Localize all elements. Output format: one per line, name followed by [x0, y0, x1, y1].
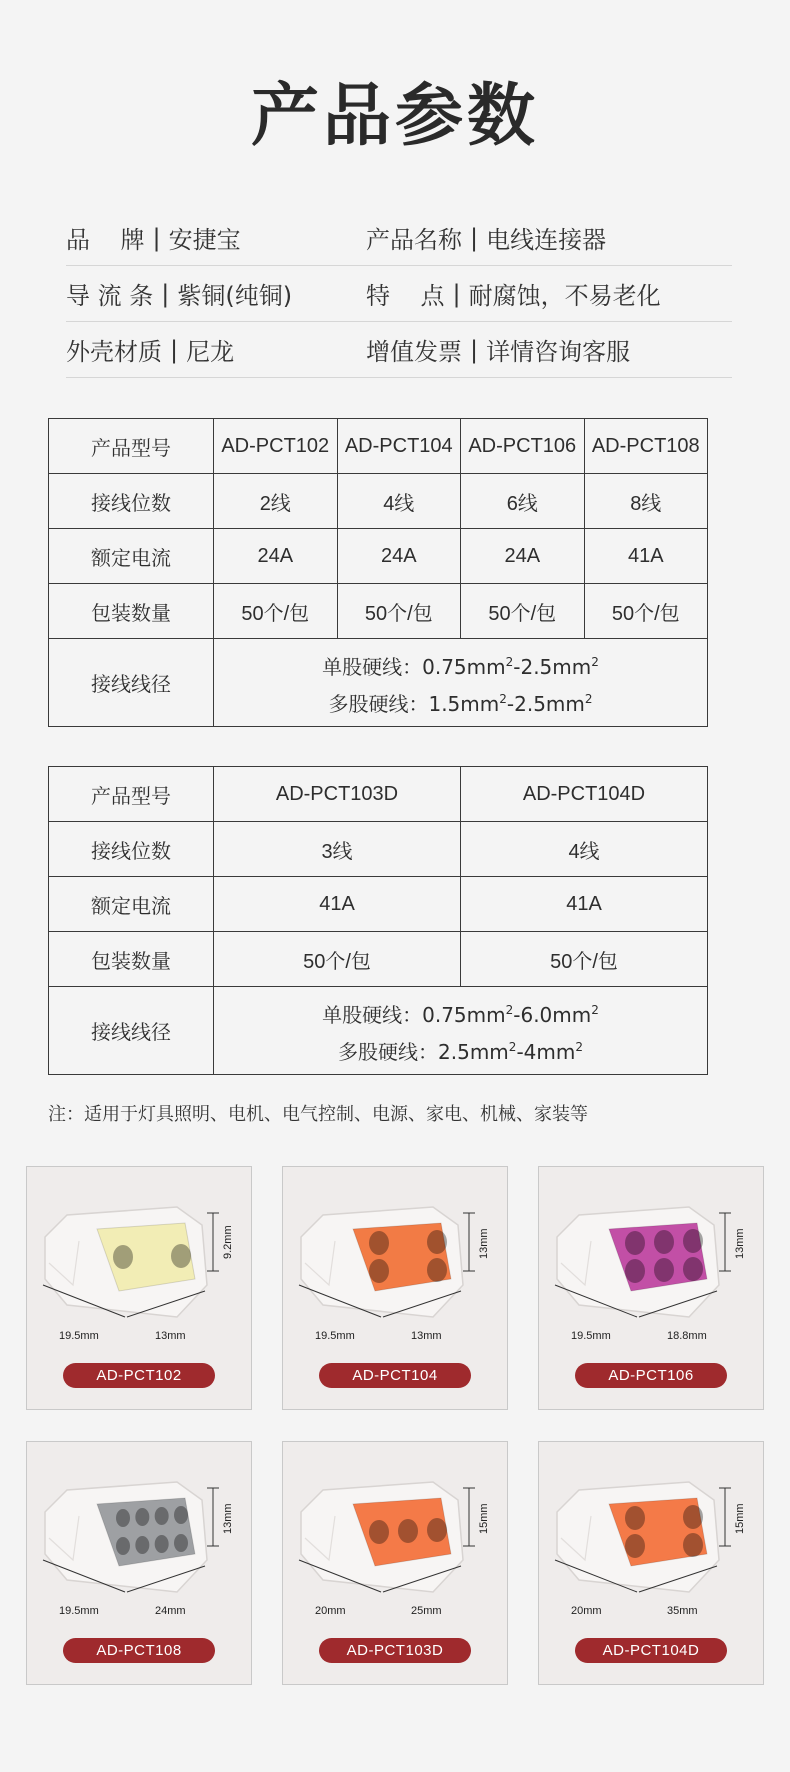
spec-key: 产品名称: [366, 226, 462, 254]
table-row: [49, 419, 708, 474]
product-card: [26, 1166, 252, 1410]
spec-table-2: [48, 766, 708, 1075]
row-label: 额定电流: [49, 877, 214, 932]
spec-separator: |: [170, 335, 179, 364]
wire-hole: [654, 1230, 674, 1254]
wire-gauge-cell: [214, 987, 708, 1075]
dim-label-width: 25mm: [411, 1605, 442, 1617]
wire-hole: [135, 1536, 149, 1554]
product-model-label: AD-PCT102: [63, 1363, 215, 1388]
wires-cell: 4线: [337, 474, 461, 529]
dim-label-width: 13mm: [411, 1330, 442, 1342]
wire-hole: [683, 1533, 703, 1557]
product-card: [26, 1441, 252, 1685]
wire-hole: [369, 1259, 389, 1283]
dim-label-height: 13mm: [734, 1228, 746, 1259]
wire-hole: [174, 1534, 188, 1552]
row-label: 接线线径: [49, 639, 214, 727]
product-model-label: AD-PCT104: [319, 1363, 471, 1388]
wire-hole: [427, 1230, 447, 1254]
row-label: 接线位数: [49, 822, 214, 877]
spec-row: [66, 322, 732, 378]
table-row: [49, 932, 708, 987]
row-label: 额定电流: [49, 529, 214, 584]
spec-value: 紫铜(纯铜): [177, 282, 293, 310]
spec-key: 导 流 条: [66, 282, 154, 310]
row-label: 包装数量: [49, 932, 214, 987]
dim-label-length: 19.5mm: [571, 1330, 611, 1342]
wires-cell: 2线: [214, 474, 338, 529]
dim-label-width: 13mm: [155, 1330, 186, 1342]
solid-wire-spec: 单股硬线：$0.75mm^2-6.0mm^2$: [322, 1002, 599, 1027]
current-cell: 41A: [584, 529, 708, 584]
product-model-label: AD-PCT104D: [575, 1638, 727, 1663]
wire-hole: [625, 1534, 645, 1558]
model-cell: AD-PCT102: [214, 419, 338, 474]
wire-hole: [116, 1537, 130, 1555]
spec-cell: [366, 266, 732, 321]
spec-separator: |: [470, 223, 479, 252]
page-title: 产品参数: [250, 77, 539, 156]
connector-illustration: [283, 1167, 509, 1357]
spec-table-1: [48, 418, 708, 727]
current-cell: 24A: [337, 529, 461, 584]
model-cell: AD-PCT104D: [461, 767, 708, 822]
spec-value: 安捷宝: [168, 226, 241, 254]
spec-value: 耐腐蚀，不易老化: [468, 282, 661, 310]
wire-hole: [683, 1505, 703, 1529]
product-card: [282, 1166, 508, 1410]
dim-label-length: 20mm: [571, 1605, 602, 1617]
table-row: [49, 584, 708, 639]
row-label: 包装数量: [49, 584, 214, 639]
model-cell: AD-PCT103D: [214, 767, 461, 822]
stranded-wire-spec: 多股硬线：$2.5mm^2-4mm^2$: [338, 1039, 583, 1064]
table-row: [49, 474, 708, 529]
wire-hole: [427, 1518, 447, 1542]
wire-hole: [683, 1229, 703, 1253]
spec-separator: |: [161, 279, 170, 308]
wire-hole: [683, 1257, 703, 1281]
wire-hole: [174, 1506, 188, 1524]
package-cell: 50个/包: [584, 584, 708, 639]
table-row: [49, 822, 708, 877]
dim-label-width: 24mm: [155, 1605, 186, 1617]
wire-hole: [654, 1258, 674, 1282]
product-card: [538, 1441, 764, 1685]
wire-hole: [427, 1258, 447, 1282]
wires-cell: 4线: [461, 822, 708, 877]
spec-cell: [66, 266, 366, 321]
package-cell: 50个/包: [337, 584, 461, 639]
spec-value: 详情咨询客服: [486, 338, 631, 366]
product-model-label: AD-PCT103D: [319, 1638, 471, 1663]
product-model-label: AD-PCT108: [63, 1638, 215, 1663]
dim-label-height: 9.2mm: [222, 1225, 234, 1259]
wire-hole: [135, 1508, 149, 1526]
spec-row: [66, 210, 732, 266]
spec-value: 尼龙: [186, 338, 235, 366]
dim-label-height: 15mm: [478, 1503, 490, 1534]
model-cell: AD-PCT108: [584, 419, 708, 474]
current-cell: 41A: [214, 877, 461, 932]
dim-label-width: 35mm: [667, 1605, 698, 1617]
dim-label-length: 20mm: [315, 1605, 346, 1617]
package-cell: 50个/包: [214, 584, 338, 639]
wires-cell: 8线: [584, 474, 708, 529]
table-row: [49, 877, 708, 932]
spec-separator: |: [470, 335, 479, 364]
dim-label-width: 18.8mm: [667, 1330, 707, 1342]
connector-illustration: [27, 1442, 253, 1632]
current-cell: 24A: [461, 529, 585, 584]
row-label: 产品型号: [49, 767, 214, 822]
spec-cell: [66, 210, 366, 265]
row-label: 接线位数: [49, 474, 214, 529]
table-row: [49, 767, 708, 822]
product-card: [282, 1441, 508, 1685]
wires-cell: 3线: [214, 822, 461, 877]
spec-grid: [66, 210, 732, 378]
row-label: 接线线径: [49, 987, 214, 1075]
spec-cell: [366, 322, 732, 377]
spec-key: 外壳材质: [66, 338, 162, 366]
connector-illustration: [539, 1442, 765, 1632]
wire-gauge-cell: [214, 639, 708, 727]
package-cell: 50个/包: [461, 584, 585, 639]
spec-value: 电线连接器: [486, 226, 607, 254]
dim-label-height: 15mm: [734, 1503, 746, 1534]
wire-hole: [155, 1507, 169, 1525]
table-row: [49, 639, 708, 727]
wire-hole: [369, 1520, 389, 1544]
model-cell: AD-PCT104: [337, 419, 461, 474]
dim-label-length: 19.5mm: [315, 1330, 355, 1342]
spec-separator: |: [152, 223, 161, 252]
wires-cell: 6线: [461, 474, 585, 529]
dim-label-height: 13mm: [478, 1228, 490, 1259]
stranded-wire-spec: 多股硬线：$1.5mm^2-2.5mm^2$: [328, 691, 593, 716]
current-cell: 41A: [461, 877, 708, 932]
usage-note: 注：适用于灯具照明、电机、电气控制、电源、家电、机械、家装等: [48, 1104, 588, 1125]
current-cell: 24A: [214, 529, 338, 584]
dim-label-length: 19.5mm: [59, 1330, 99, 1342]
connector-illustration: [539, 1167, 765, 1357]
spec-cell: [66, 322, 366, 377]
connector-illustration: [283, 1442, 509, 1632]
wire-hole: [398, 1519, 418, 1543]
package-cell: 50个/包: [214, 932, 461, 987]
wire-hole: [625, 1231, 645, 1255]
product-card: [538, 1166, 764, 1410]
connector-illustration: [27, 1167, 253, 1357]
spec-key: 品 牌: [66, 226, 145, 254]
wire-hole: [369, 1231, 389, 1255]
wire-hole: [116, 1509, 130, 1527]
table-row: [49, 987, 708, 1075]
solid-wire-spec: 单股硬线：$0.75mm^2-2.5mm^2$: [322, 654, 599, 679]
spec-separator: |: [452, 279, 461, 308]
spec-row: [66, 266, 732, 322]
spec-key: 增值发票: [366, 338, 462, 366]
wire-hole: [625, 1259, 645, 1283]
dim-label-height: 13mm: [222, 1503, 234, 1534]
table-row: [49, 529, 708, 584]
product-model-label: AD-PCT106: [575, 1363, 727, 1388]
spec-key: 特 点: [366, 282, 445, 310]
dim-label-length: 19.5mm: [59, 1605, 99, 1617]
wire-hole: [171, 1244, 191, 1268]
package-cell: 50个/包: [461, 932, 708, 987]
wire-hole: [625, 1506, 645, 1530]
wire-hole: [113, 1245, 133, 1269]
row-label: 产品型号: [49, 419, 214, 474]
model-cell: AD-PCT106: [461, 419, 585, 474]
wire-hole: [155, 1535, 169, 1553]
spec-cell: [366, 210, 732, 265]
